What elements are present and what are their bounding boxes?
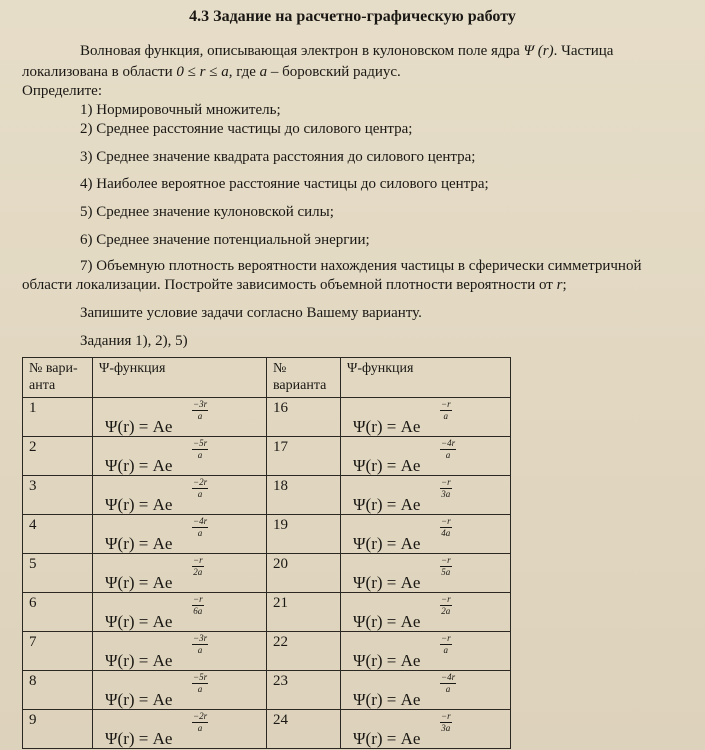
task-item: 5) Среднее значение кулоновской силы; [80, 204, 334, 220]
exponent [192, 712, 208, 733]
exponent-numerator: −r [193, 555, 203, 565]
variant-number-text: 1 [29, 400, 37, 416]
exponent [192, 673, 208, 694]
variant-number-text: 9 [29, 712, 37, 728]
formula [353, 730, 420, 747]
variant-number [23, 554, 93, 593]
assigned-tasks: Задания 1), 2), 5) [80, 333, 188, 349]
psi-function-cell [341, 554, 511, 593]
exponent-denominator: a [443, 645, 449, 655]
variant-number-text: 4 [29, 517, 37, 533]
formula-prefix: Ψ(r) = Ae [353, 651, 421, 670]
exponent [192, 439, 208, 460]
formula [105, 574, 172, 591]
table-row [23, 515, 511, 554]
psi-function-cell [93, 710, 267, 749]
exponent-denominator: a [197, 411, 203, 421]
exponent-numerator: −r [441, 516, 451, 526]
exponent-numerator: −r [441, 555, 451, 565]
variant-number [267, 632, 341, 671]
variant-number-text: 20 [273, 556, 288, 572]
exponent [440, 517, 452, 538]
instruction-text: Запишите условие задачи согласно Вашему варианту. [80, 305, 422, 321]
variant-number-text: 21 [273, 595, 288, 611]
variant-number-text: 6 [29, 595, 37, 611]
psi-function-cell [93, 437, 267, 476]
table-row [23, 632, 511, 671]
page-title: 4.3 Задание на расчетно-графическую работу [189, 8, 516, 25]
variant-number [267, 515, 341, 554]
formula-prefix: Ψ(r) = Ae [105, 573, 173, 592]
exponent [440, 595, 452, 616]
header-variant-number-2 [267, 358, 341, 398]
formula-prefix: Ψ(r) = Ae [105, 690, 173, 709]
exponent-numerator: −2r [193, 477, 208, 487]
exponent [440, 478, 452, 499]
exponent [440, 712, 452, 733]
psi-function-cell [93, 515, 267, 554]
exponent-denominator: 6a [193, 606, 203, 616]
psi-function-cell [93, 632, 267, 671]
variant-number-text: 19 [273, 517, 288, 533]
variant-number-text: 7 [29, 634, 37, 650]
variant-number-text: 18 [273, 478, 288, 494]
table-header-row [23, 358, 511, 398]
exponent-numerator: −r [441, 477, 451, 487]
header-psi-function-2: Ψ-функция [341, 358, 511, 398]
exponent-numerator: −4r [441, 672, 456, 682]
formula-prefix: Ψ(r) = Ae [105, 417, 173, 436]
header-text: № [273, 361, 287, 376]
exponent [440, 400, 452, 421]
psi-function-cell [93, 476, 267, 515]
table-row [23, 671, 511, 710]
exponent [440, 673, 456, 694]
table-row [23, 593, 511, 632]
table-row [23, 398, 511, 437]
formula-prefix: Ψ(r) = Ae [353, 729, 421, 748]
exponent-denominator: 3a [441, 723, 451, 733]
variant-number [267, 671, 341, 710]
table-row [23, 476, 511, 515]
formula [353, 691, 420, 708]
exponent-denominator: a [443, 411, 449, 421]
psi-function-cell [341, 437, 511, 476]
variant-number [23, 671, 93, 710]
formula [353, 613, 420, 630]
variant-number-text: 23 [273, 673, 288, 689]
psi-function-symbol: Ψ (r) [523, 43, 554, 59]
exponent-denominator: a [445, 450, 451, 460]
exponent [440, 439, 456, 460]
formula-prefix: Ψ(r) = Ae [353, 573, 421, 592]
task-item: 4) Наиболее вероятное расстояние частицы до силового центра; [80, 176, 489, 192]
formula [105, 535, 172, 552]
formula [105, 496, 172, 513]
header-psi-function: Ψ-функция [93, 358, 267, 398]
variant-number [23, 515, 93, 554]
formula-prefix: Ψ(r) = Ae [353, 612, 421, 631]
psi-function-cell [93, 671, 267, 710]
exponent-denominator: 2a [193, 567, 203, 577]
exponent-denominator: a [197, 645, 203, 655]
exponent-denominator: a [445, 684, 451, 694]
exponent-denominator: a [197, 723, 203, 733]
table-row [23, 554, 511, 593]
range-expression: 0 ≤ r ≤ a, [176, 64, 233, 80]
psi-function-cell [93, 398, 267, 437]
header-text: варианта [273, 378, 327, 393]
exponent [192, 634, 208, 655]
variant-number [267, 710, 341, 749]
exponent-numerator: −r [441, 633, 451, 643]
intro-line-2-start: локализована в области [22, 64, 177, 80]
psi-function-cell [341, 671, 511, 710]
bohr-radius-symbol: a [259, 64, 268, 80]
formula-prefix: Ψ(r) = Ae [105, 729, 173, 748]
table-row [23, 437, 511, 476]
formula [105, 652, 172, 669]
exponent [440, 556, 452, 577]
exponent-denominator: 5a [441, 567, 451, 577]
intro-text: Волновая функция, описывающая электрон в кулоновском поле ядра [80, 43, 524, 59]
table-row [23, 710, 511, 749]
exponent-denominator: 4a [441, 528, 451, 538]
exponent [192, 400, 208, 421]
exponent-numerator: −4r [441, 438, 456, 448]
intro-line-2 [22, 64, 401, 81]
exponent [192, 478, 208, 499]
psi-function-cell [341, 476, 511, 515]
formula-prefix: Ψ(r) = Ae [353, 495, 421, 514]
variant-number-text: 3 [29, 478, 37, 494]
variant-number-text: 24 [273, 712, 288, 728]
variant-number-text: 16 [273, 400, 288, 416]
exponent-numerator: −5r [193, 672, 208, 682]
task-item: 3) Среднее значение квадрата расстояния до силового центра; [80, 149, 476, 165]
psi-function-cell [341, 710, 511, 749]
header-text: № вари- [29, 361, 78, 376]
formula [105, 730, 172, 747]
intro-line-1 [80, 43, 613, 60]
variant-number [23, 710, 93, 749]
exponent-numerator: −3r [193, 399, 208, 409]
header-variant-number [23, 358, 93, 398]
exponent-numerator: −r [441, 594, 451, 604]
exponent [440, 634, 452, 655]
variant-number [23, 437, 93, 476]
formula [353, 496, 420, 513]
variant-number [267, 593, 341, 632]
exponent-denominator: a [197, 489, 203, 499]
variants-table [22, 357, 511, 749]
psi-function-cell [341, 515, 511, 554]
variant-number-text: 22 [273, 634, 288, 650]
psi-function-cell [93, 593, 267, 632]
formula-prefix: Ψ(r) = Ae [105, 612, 173, 631]
variant-number [267, 476, 341, 515]
formula [353, 457, 420, 474]
formula-prefix: Ψ(r) = Ae [353, 456, 421, 475]
variant-number-text: 2 [29, 439, 37, 455]
exponent [192, 517, 208, 538]
intro-line-2-mid: где [232, 64, 260, 80]
exponent-denominator: 2a [441, 606, 451, 616]
variant-number [23, 632, 93, 671]
variant-number-text: 17 [273, 439, 288, 455]
intro-text-end: . Частица [553, 43, 614, 59]
exponent [192, 595, 204, 616]
variant-number [23, 593, 93, 632]
exponent-denominator: a [197, 528, 203, 538]
header-text: анта [29, 378, 56, 393]
task-item-7-line-1: 7) Объемную плотность вероятности нахождения частицы в сферически симметричной [80, 258, 642, 274]
formula [353, 574, 420, 591]
formula [105, 613, 172, 630]
variant-number [23, 398, 93, 437]
psi-function-cell [341, 593, 511, 632]
task-item-7-line-2 [22, 277, 567, 294]
formula [105, 691, 172, 708]
exponent-denominator: a [197, 684, 203, 694]
intro-line-2-end: – боровский радиус. [267, 64, 401, 80]
formula-prefix: Ψ(r) = Ae [105, 456, 173, 475]
exponent-numerator: −r [441, 399, 451, 409]
exponent-numerator: −3r [193, 633, 208, 643]
variant-number [267, 437, 341, 476]
formula [353, 652, 420, 669]
exponent-denominator: 3a [441, 489, 451, 499]
formula-prefix: Ψ(r) = Ae [105, 651, 173, 670]
formula-prefix: Ψ(r) = Ae [353, 690, 421, 709]
formula [105, 418, 172, 435]
determine-label: Определите: [22, 83, 103, 99]
variant-number [23, 476, 93, 515]
variant-number [267, 554, 341, 593]
exponent [192, 556, 204, 577]
variant-number [267, 398, 341, 437]
formula-prefix: Ψ(r) = Ae [353, 417, 421, 436]
formula-prefix: Ψ(r) = Ae [105, 534, 173, 553]
task-item: 2) Среднее расстояние частицы до силового центра; [80, 121, 413, 137]
r-symbol: r [556, 277, 563, 293]
formula [353, 418, 420, 435]
exponent-numerator: −2r [193, 711, 208, 721]
formula-prefix: Ψ(r) = Ae [353, 534, 421, 553]
psi-function-cell [341, 398, 511, 437]
psi-function-cell [93, 554, 267, 593]
formula [353, 535, 420, 552]
exponent-denominator: a [197, 450, 203, 460]
task-7-text: области локализации. Постройте зависимость объемной плотности вероятности от [22, 277, 557, 293]
exponent-numerator: −5r [193, 438, 208, 448]
task-7-end: ; [562, 277, 567, 293]
psi-function-cell [341, 632, 511, 671]
formula [105, 457, 172, 474]
exponent-numerator: −4r [193, 516, 208, 526]
exponent-numerator: −r [441, 711, 451, 721]
task-item: 1) Нормировочный множитель; [80, 102, 281, 118]
task-item: 6) Среднее значение потенциальной энергии; [80, 232, 370, 248]
variant-number-text: 5 [29, 556, 37, 572]
formula-prefix: Ψ(r) = Ae [105, 495, 173, 514]
variant-number-text: 8 [29, 673, 37, 689]
exponent-numerator: −r [193, 594, 203, 604]
